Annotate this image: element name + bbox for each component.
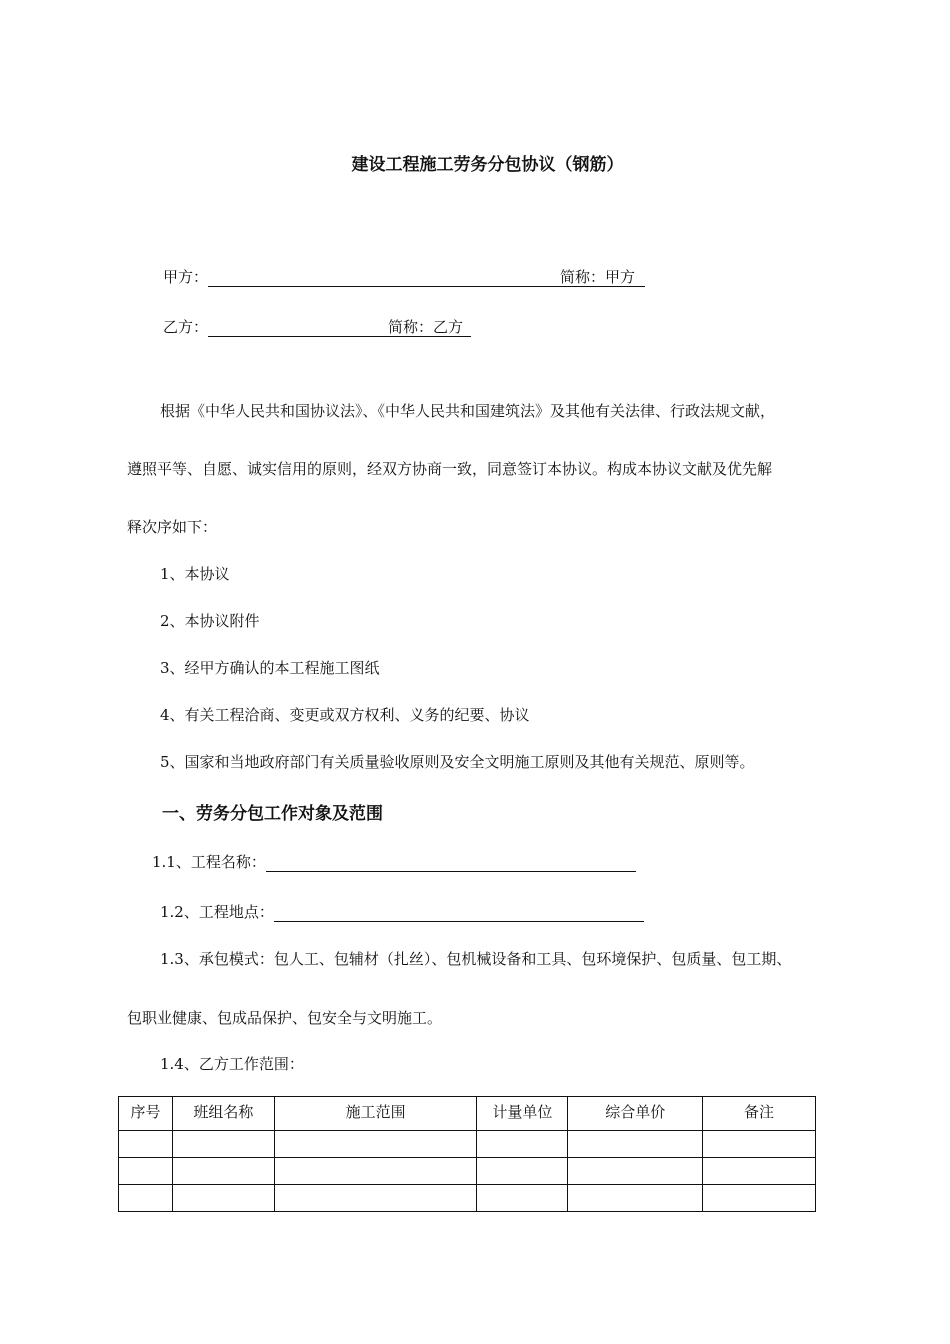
table-cell[interactable] bbox=[172, 1158, 274, 1185]
table-cell[interactable] bbox=[703, 1185, 816, 1212]
section-1-heading: 一、劳务分包工作对象及范围 bbox=[162, 804, 383, 824]
column-header-remarks: 备注 bbox=[703, 1097, 816, 1131]
table-cell[interactable] bbox=[274, 1185, 477, 1212]
table-cell[interactable] bbox=[119, 1131, 173, 1158]
table-cell[interactable] bbox=[568, 1185, 703, 1212]
project-location-line bbox=[160, 901, 644, 922]
table-header-row bbox=[119, 1097, 816, 1131]
party-b-line bbox=[163, 316, 471, 337]
order-item-3: 3、经甲方确认的本工程施工图纸 bbox=[160, 659, 380, 677]
table-cell[interactable] bbox=[274, 1131, 477, 1158]
party-a-label: 甲方： bbox=[163, 268, 209, 286]
scope-table bbox=[118, 1096, 816, 1212]
table-cell[interactable] bbox=[703, 1131, 816, 1158]
contract-mode-line-2: 包职业健康、包成品保护、包安全与文明施工。 bbox=[127, 1009, 443, 1027]
party-a-line bbox=[163, 266, 645, 287]
intro-line-2: 遵照平等、自愿、诚实信用的原则，经双方协商一致，同意签订本协议。构成本协议文献及优先解 bbox=[127, 460, 773, 478]
project-name-label: 1.1、工程名称： bbox=[152, 853, 266, 871]
contract-mode-line-1: 1.3、承包模式：包人工、包辅材（扎丝）、包机械设备和工具、包环境保护、包质量、包工期、 bbox=[160, 950, 792, 968]
table-cell[interactable] bbox=[172, 1185, 274, 1212]
party-b-label: 乙方： bbox=[163, 318, 209, 336]
table-cell[interactable] bbox=[274, 1158, 477, 1185]
party-a-blank-tail bbox=[635, 270, 645, 287]
table-row bbox=[119, 1185, 816, 1212]
scope-label: 1.4、乙方工作范围： bbox=[160, 1055, 304, 1073]
table-cell[interactable] bbox=[568, 1131, 703, 1158]
party-b-blank-tail bbox=[463, 320, 471, 337]
document-title: 建设工程施工劳务分包协议（钢筋） bbox=[351, 155, 624, 175]
intro-line-1: 根据《中华人民共和国协议法》、《中华人民共和国建筑法》及其他有关法律、行政法规文献， bbox=[160, 402, 776, 420]
order-item-5: 5、国家和当地政府部门有关质量验收原则及安全文明施工原则及其他有关规范、原则等。 bbox=[160, 753, 755, 771]
party-a-blank[interactable] bbox=[208, 270, 560, 287]
order-item-2: 2、本协议附件 bbox=[160, 612, 260, 630]
order-item-4: 4、有关工程洽商、变更或双方权利、义务的纪要、协议 bbox=[160, 706, 530, 724]
table-cell[interactable] bbox=[568, 1158, 703, 1185]
table-row bbox=[119, 1131, 816, 1158]
column-header-scope: 施工范围 bbox=[274, 1097, 477, 1131]
party-a-abbrev: 简称：甲方 bbox=[560, 268, 636, 286]
table-cell[interactable] bbox=[477, 1185, 568, 1212]
column-header-team: 班组名称 bbox=[172, 1097, 274, 1131]
column-header-unit: 计量单位 bbox=[477, 1097, 568, 1131]
party-b-blank[interactable] bbox=[208, 320, 388, 337]
column-header-unit-price: 综合单价 bbox=[568, 1097, 703, 1131]
table-cell[interactable] bbox=[703, 1158, 816, 1185]
intro-line-3: 释次序如下： bbox=[127, 518, 218, 536]
order-item-1: 1、本协议 bbox=[160, 565, 230, 583]
project-name-line bbox=[152, 851, 636, 872]
project-name-blank[interactable] bbox=[266, 855, 636, 872]
party-b-abbrev: 简称：乙方 bbox=[388, 318, 464, 336]
table-cell[interactable] bbox=[119, 1185, 173, 1212]
project-location-blank[interactable] bbox=[274, 905, 644, 922]
table-cell[interactable] bbox=[119, 1158, 173, 1185]
project-location-label: 1.2、工程地点： bbox=[160, 903, 274, 921]
table-cell[interactable] bbox=[172, 1131, 274, 1158]
table-row bbox=[119, 1158, 816, 1185]
table-cell[interactable] bbox=[477, 1158, 568, 1185]
column-header-index: 序号 bbox=[119, 1097, 173, 1131]
table-cell[interactable] bbox=[477, 1131, 568, 1158]
